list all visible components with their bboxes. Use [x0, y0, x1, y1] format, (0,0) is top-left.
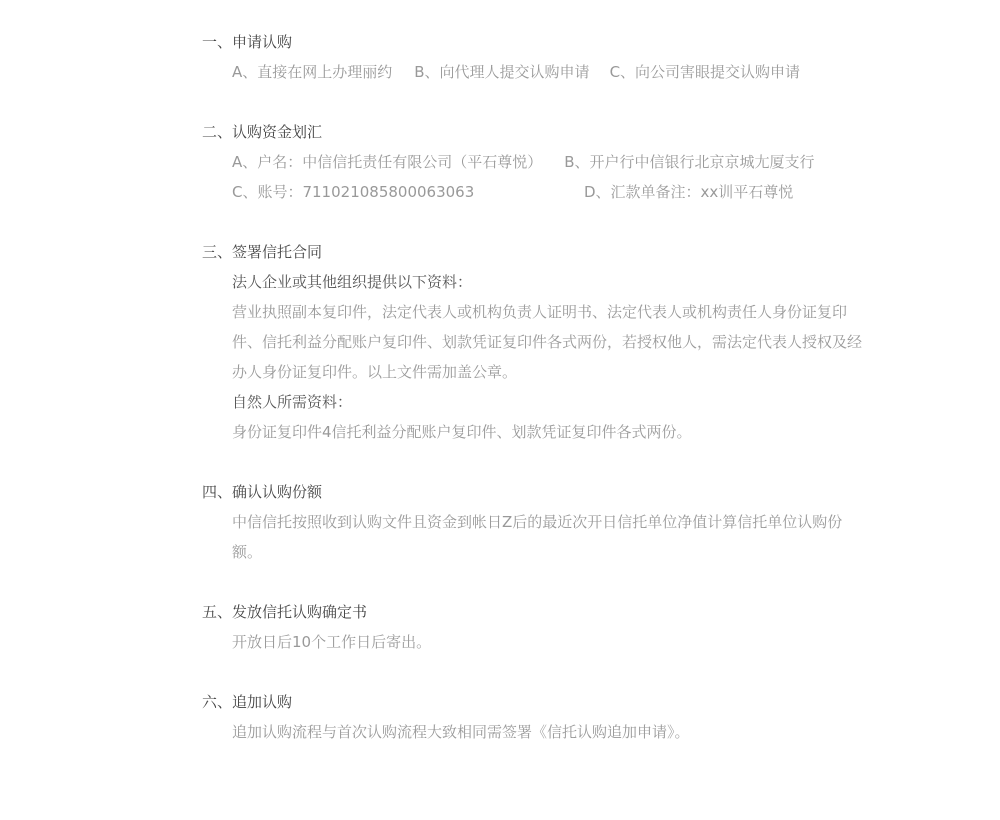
section-title-confirm: 四、确认认购份额 — [202, 483, 323, 501]
section-confirm-shares — [202, 477, 882, 567]
section-issue-confirmation — [202, 597, 882, 657]
apply-options-row — [202, 57, 882, 87]
section-title-additional: 六、追加认购 — [202, 693, 293, 711]
corp-materials-label: 法人企业或其他组织提供以下资料： — [232, 273, 473, 291]
section-title-contract: 三、签署信托合同 — [202, 243, 323, 261]
apply-option-a: A、直接在网上办理丽约 — [232, 63, 393, 81]
section-title-apply: 一、申请认购 — [202, 33, 293, 51]
account-number: C、账号：711021085800063063 — [232, 183, 475, 201]
additional-subscription-text: 追加认购流程与首次认购流程大致相同需签署《信托认购追加申请》。 — [232, 723, 690, 741]
apply-option-b: B、向代理人提交认购申请 — [414, 63, 590, 81]
bank-branch: B、开户行中信银行北京京城尢厦支行 — [564, 153, 815, 171]
person-materials-text: 身份证复印件4信托利益分配账户复印件、划款凭证复印件各式两份。 — [232, 423, 692, 441]
issue-confirmation-text: 开放日后10个工作日后寄出。 — [232, 633, 432, 651]
section-additional-subscription — [202, 687, 882, 747]
section-funds-transfer — [202, 117, 882, 207]
corp-materials-text: 营业执照副本复印件，法定代表人或机构负责人证明书、法定代表人或机构责任人身份证复印件、信托利益分配账户复印件、划款凭证复印件各式两份，若授权他人，需法定代表人授权及经办人身份证复印件。以上文件需加盖公章。 — [232, 303, 863, 381]
section-apply — [202, 27, 882, 87]
person-materials-label: 自然人所需资料： — [232, 393, 353, 411]
section-sign-contract — [202, 237, 882, 447]
section-title-funds: 二、认购资金划汇 — [202, 123, 323, 141]
remittance-note: D、汇款单备注：xx训平石尊悦 — [584, 183, 794, 201]
apply-option-c: C、向公司害眼提交认购申请 — [609, 63, 801, 81]
section-title-issue: 五、发放信托认购确定书 — [202, 603, 368, 621]
funds-row-1 — [202, 147, 882, 177]
subscription-process-document — [202, 27, 882, 777]
funds-row-2 — [202, 177, 882, 207]
confirm-shares-text: 中信信托按照收到认购文件且资金到帐日Z后的最近次开日信托单位净值计算信托单位认购份额。 — [232, 513, 843, 561]
account-name: A、户名：中信信托责任有限公司（平石尊悦） — [232, 153, 543, 171]
